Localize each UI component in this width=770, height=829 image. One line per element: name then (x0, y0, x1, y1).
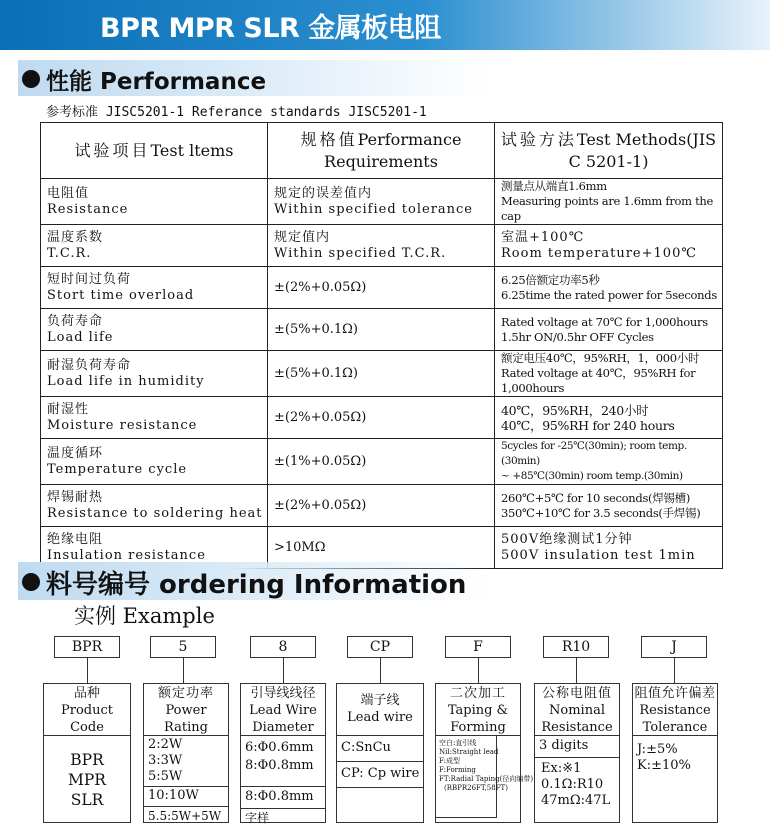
lead-wire-column (240, 683, 326, 823)
connector-line (576, 658, 577, 683)
lead-wire-partial: 字样 (245, 811, 270, 825)
title-bar (0, 0, 770, 50)
requirement-cell: ±(2%+0.05Ω) (268, 267, 495, 309)
terminal-header: 端子线 Lead wire (337, 684, 423, 736)
method-cell: 260℃+5℃ for 10 seconds(焊锡槽) 350℃+10℃ for 3.5 seconds(手焊锡) (495, 485, 723, 527)
requirement-cell: ±(5%+0.1Ω) (268, 351, 495, 397)
item-cell: 耐湿性 Moisture resistance (41, 397, 268, 439)
product-code-values: BPR MPR SLR (68, 751, 106, 809)
method-cell: Rated voltage at 70℃ for 1,000hours 1.5hr ON/0.5hr OFF Cycles (495, 309, 723, 351)
table-row (41, 485, 723, 527)
item-cell: 耐湿负荷寿命 Load life in humidity (41, 351, 268, 397)
requirement-cell: 规定值内 Within specified T.C.R. (268, 225, 495, 267)
product-code-header: 品种 Product Code (44, 684, 130, 736)
power-values: 2:2W 3:3W 5:5W (144, 736, 228, 787)
forming-column (435, 683, 534, 823)
item-cell: 短时间过负荷 Stort time overload (41, 267, 268, 309)
method-cell: 室温+100℃ Room temperature+100℃ (495, 225, 723, 267)
col-header-test-items: 试验项目Test ltems (41, 123, 268, 179)
page-title: BPR MPR SLR 金属板电阻 (100, 13, 441, 44)
connector-line (87, 658, 88, 670)
method-cell: 6.25倍额定功率5秒 6.25time the rated power for 5seconds (495, 267, 723, 309)
connector-line (478, 658, 479, 683)
table-row (41, 351, 723, 397)
power-value-10w: 10:10W (144, 787, 228, 807)
item-cell: 电阻值 Resistance (41, 179, 268, 225)
code-box-forming: F (445, 636, 511, 658)
nominal-resistance-column (534, 683, 620, 823)
table-row (41, 179, 723, 225)
connector-line (87, 670, 88, 683)
table-row (41, 439, 723, 485)
requirement-cell: 规定的误差值内 Within specified tolerance (268, 179, 495, 225)
requirement-cell: ±(2%+0.05Ω) (268, 485, 495, 527)
connector-line (283, 658, 284, 683)
terminal-value-2: CP: Cp wire (337, 762, 423, 788)
ordering-heading: 料号编号 ordering Information (46, 570, 467, 600)
performance-table (40, 122, 723, 569)
requirement-cell: ±(2%+0.05Ω) (268, 397, 495, 439)
requirement-cell: >10MΩ (268, 527, 495, 569)
bullet-dot-icon (22, 573, 40, 591)
method-cell: 额定电压40℃，95%RH，1，000小时 Rated voltage at 40℃，95%RH for 1,000hours (495, 351, 723, 397)
performance-heading: 性能 Performance (46, 69, 267, 95)
tolerance-column (632, 683, 718, 823)
item-cell: 焊锡耐热 Resistance to soldering heat (41, 485, 268, 527)
code-box-lead: 8 (250, 636, 316, 658)
table-row (41, 267, 723, 309)
product-code-column (43, 683, 131, 823)
reference-standards: 参考标准 JISC5201-1 Referance standards JISC5201-1 (46, 105, 427, 120)
power-rating-column (143, 683, 229, 823)
code-box-resistance: R10 (543, 636, 609, 658)
table-row (41, 397, 723, 439)
item-cell: 绝缘电阻 Insulation resistance (41, 527, 268, 569)
resistance-examples: Ex:※1 0.1Ω:R10 47mΩ:47L (541, 761, 611, 808)
table-header-row (41, 123, 723, 179)
requirement-cell: ±(5%+0.1Ω) (268, 309, 495, 351)
item-cell: 温度系数 T.C.R. (41, 225, 268, 267)
forming-header: 二次加工 Taping & Forming (436, 684, 520, 736)
terminal-value-1: C:SnCu (337, 736, 423, 762)
connector-line (380, 658, 381, 683)
tolerance-values: J:±5% K:±10% (637, 742, 691, 773)
ordering-section-header (18, 562, 488, 600)
method-cell: 测量点从端直1.6mm Measuring points are 1.6mm from the cap (495, 179, 723, 225)
terminal-column (336, 683, 424, 823)
tolerance-header: 阻值允许偏差 Resistance Tolerance (634, 686, 716, 735)
nominal-resistance-header: 公称电阻值 Nominal Resistance (535, 684, 619, 736)
method-cell: 500V绝缘测试1分钟 500V insulation test 1min (495, 527, 723, 569)
method-cell: 5cycles for -25℃(30min); room temp.(30min) ~ +85℃(30min) room temp.(30min) (495, 439, 723, 485)
table-row (41, 309, 723, 351)
power-rating-header: 额定功率 Power Rating (144, 684, 228, 736)
example-label: 实例 Example (74, 604, 215, 628)
item-cell: 负荷寿命 Load life (41, 309, 268, 351)
code-box-product: BPR (54, 636, 120, 658)
lead-wire-values: 6:Φ0.6mm 8:Φ0.8mm (241, 736, 325, 787)
connector-line (183, 658, 184, 683)
code-box-terminal: CP (347, 636, 413, 658)
lead-wire-value-3: 8:Φ0.8mm (241, 787, 325, 809)
col-header-requirements: 规格值Performance Requirements (268, 123, 495, 179)
bullet-dot-icon (22, 70, 40, 88)
requirement-cell: ±(1%+0.05Ω) (268, 439, 495, 485)
code-box-power: 5 (150, 636, 216, 658)
code-box-tolerance: J (641, 636, 707, 658)
item-cell: 温度循环 Temperature cycle (41, 439, 268, 485)
col-header-methods: 试验方法Test Methods(JIS C 5201-1) (495, 123, 723, 179)
lead-wire-header: 引导线线径 Lead Wire Diameter (241, 684, 325, 736)
connector-line (674, 658, 675, 683)
table-row (41, 225, 723, 267)
performance-section-header (18, 60, 488, 96)
forming-values: 空白:直引线 Nil:Straight lead F:成型 F:Forming FT:Radial Taping(径向编带) (RBPR26FT,58FT) (435, 736, 497, 818)
method-cell: 40℃，95%RH，240小时 40℃，95%RH for 240 hours (495, 397, 723, 439)
resistance-digits: 3 digits (535, 736, 619, 758)
power-value-partial: 5.5:5W+5W (148, 809, 222, 823)
